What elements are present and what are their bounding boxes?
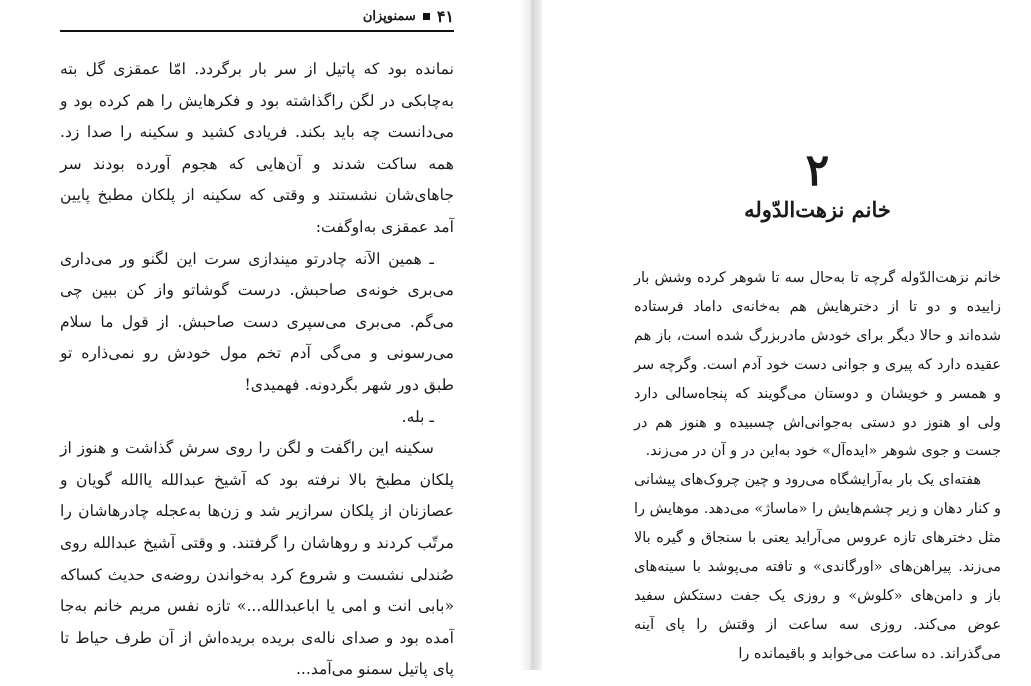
paragraph: سکینه این راگفت و لگن را روی سرش گذاشت و هنوز از پلکان مطبخ بالا نرفته بود که آشیخ عبدالله یاالله گویان و عصازنان از پلکان سرازیر شد و زن‌ها به‌عجله چادرهاشان را مرتّب کردند و روهاشان را گرفتند. و وقتی آشیخ عبدالله روی صُندلی نشست و شروع کرد به‌خواندن روضه‌ی حدیث کساکه «بابی انت و امی یا اباعبدالله...» تازه نفس مریم خانم به‌جا آمده بود و صدای ناله‌ی بریده بریده‌اش از آن طرف حیاط تا پای پاتیل سمنو می‌آمد... <box>60 439 454 679</box>
right-page-body <box>634 264 1001 669</box>
running-title: سمنوپزان <box>362 8 416 24</box>
left-page-body <box>60 54 454 686</box>
chapter-title: خانم نزهت‌الدّوله <box>744 197 891 222</box>
chapter-number: ۲ <box>805 145 830 196</box>
right-page <box>542 0 1031 670</box>
paragraph: خانم نزهت‌الدّوله گرچه تا به‌حال سه تا شوهر کرده وشش بار زاییده و دو تا از دخترهایش هم به‌خانه‌ی داماد فرستاده شده‌اند و حالا دیگر برای خودش مادربزرگ شده است، باز هم عقیده دارد که پیری و جوانی دست خود آدم است. وگرچه سر و همسر و خویشان و دوستان می‌گویند که پنجاه‌سالی دارد ولی او هنوز دو دستی به‌جوانی‌اش چسبیده و هنوز هم در جست و جوی شوهر «ایده‌آل» خود به‌این در و آن در می‌زند. <box>634 270 1001 460</box>
paragraph: ـ بله. <box>401 407 434 426</box>
paragraph: هفته‌ای یک بار به‌آرایشگاه می‌رود و چین چروک‌های پیشانی و کنار دهان و زیر چشم‌هایش را «ماساژ» می‌دهد. موهایش را مثل دخترهای تازه عروس می‌آراید یعنی با سنجاق و گیره بالا می‌زند. پیراهن‌های «اورگاندی» و تافته می‌پوشد با سینه‌های باز و دامن‌های «کلوش» و روزی یک جفت دستکش سفید عوض می‌کند. روزی سه ساعت از وقتش را پای آینه می‌گذراند. ده ساعت می‌خوابد و باقیمانده را <box>633 472 1001 662</box>
header-rule <box>60 30 454 32</box>
square-bullet-icon <box>423 13 430 20</box>
book-gutter <box>520 0 542 670</box>
running-head <box>60 4 454 28</box>
left-page <box>0 0 520 679</box>
paragraph: ـ همین الآنه چادرتو میندازی سرت این لگنو ور می‌داری می‌بری خونه‌ی صاحبش. درست گوشاتو واز کن ببین چی می‌گم. می‌بری می‌سپری دست صاحبش. از قول ما سلام می‌رسونی و می‌گی آدم تخم مول خودش رو نمی‌ذاره تو طبق دور شهر بگردونه. فهمیدی! <box>60 249 454 394</box>
page-number: ۴۱ <box>436 6 454 26</box>
paragraph: نمانده بود که پاتیل از سر بار برگردد. امّا عمقزی گل بته به‌چابکی در لگن راگذاشته بود و فکرهایش را هم کرده بود و می‌دانست چه باید بکند. فریادی کشید و سکینه را صدا زد. همه ساکت شدند و آن‌هایی که هجوم آورده بودند سر جاهای‌شان نشستند و وقتی که سکینه از پلکان مطبخ پایین آمد عمقزی به‌اوگفت: <box>60 60 454 236</box>
